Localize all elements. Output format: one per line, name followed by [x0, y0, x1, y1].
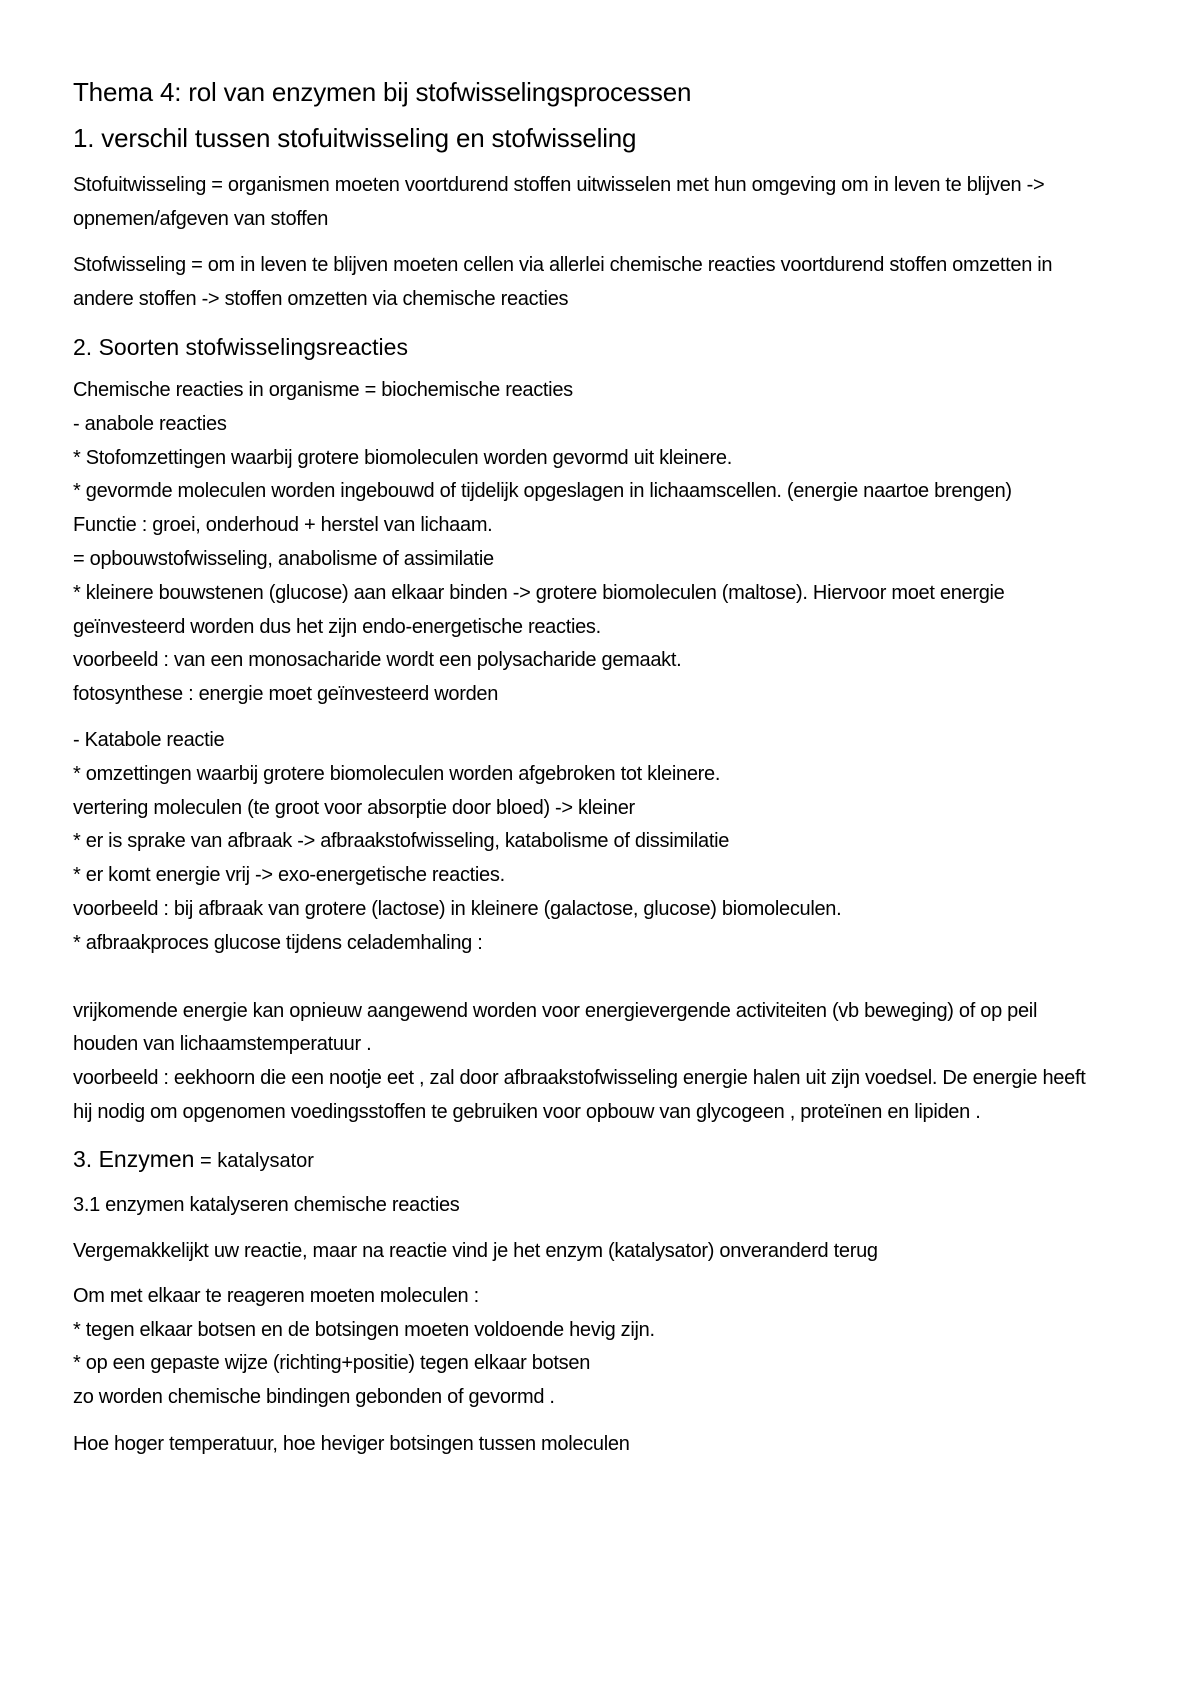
anabole-block — [73, 374, 1100, 712]
section-1-paragraph-stofwisseling: Stofwisseling = om in leven te blijven moeten cellen via allerlei chemische reacties voortdurend stoffen omzetten in andere stoffen -> stoffen omzetten via chemische reacties — [73, 254, 1053, 310]
text-line: - anabole reacties — [73, 412, 227, 435]
text-line: * Stofomzettingen waarbij grotere biomoleculen worden gevormd uit kleinere. — [73, 446, 732, 469]
katabole-block — [73, 724, 1100, 1130]
text-line: * er komt energie vrij -> exo-energetische reacties. — [73, 864, 505, 887]
section-3-1-heading: 3.1 enzymen katalyseren chemische reacties — [73, 1193, 460, 1216]
document-title: Thema 4: rol van enzymen bij stofwisselingsprocessen — [73, 77, 692, 107]
text-line: vertering moleculen (te groot voor absorptie door bloed) -> kleiner — [73, 796, 635, 819]
text-line: * afbraakproces glucose tijdens celademhaling : — [73, 931, 483, 954]
section-3-paragraph-temperatuur: Hoe hoger temperatuur, hoe heviger botsingen tussen moleculen — [73, 1432, 630, 1455]
botsen-block — [73, 1280, 1100, 1415]
section-1-paragraph-stofuitwisseling: Stofuitwisseling = organismen moeten voortdurend stoffen uitwisselen met hun omgeving om in leven te blijven -> opnemen/afgeven van stoffen — [73, 174, 1045, 230]
text-line: Functie : groei, onderhoud + herstel van lichaam. — [73, 514, 493, 537]
text-line: * kleinere bouwstenen (glucose) aan elkaar binden -> grotere biomoleculen (maltose). Hiervoor moet energie geïnvesteerd worden dus het zijn endo-energetische reacties. — [73, 581, 1005, 638]
text-line: * gevormde moleculen worden ingebouwd of tijdelijk opgeslagen in lichaamscellen. (energie naartoe brengen) — [73, 480, 1012, 503]
text-line: voorbeeld : eekhoorn die een nootje eet , zal door afbraakstofwisseling energie halen uit zijn voedsel. De energie heeft hij nodig om opgenomen voedingsstoffen te gebruiken voor opbouw van glycogeen , proteïnen en lipiden . — [73, 1067, 1086, 1123]
blank-line — [73, 961, 1100, 995]
text-line: * op een gepaste wijze (richting+positie) tegen elkaar botsen — [73, 1352, 591, 1375]
text-line: voorbeeld : bij afbraak van grotere (lactose) in kleinere (galactose, glucose) biomoleculen. — [73, 897, 842, 920]
section-3-heading-rest: = katalysator — [194, 1149, 314, 1172]
text-line: - Katabole reactie — [73, 728, 225, 751]
section-2-heading: 2. Soorten stofwisselingsreacties — [73, 334, 408, 360]
section-3-paragraph-katalysator: Vergemakkelijkt uw reactie, maar na reactie vind je het enzym (katalysator) onveranderd terug — [73, 1239, 878, 1262]
section-3-heading-main: 3. Enzymen — [73, 1145, 195, 1172]
text-line: = opbouwstofwisseling, anabolisme of assimilatie — [73, 547, 494, 570]
text-line: * tegen elkaar botsen en de botsingen moeten voldoende hevig zijn. — [73, 1318, 655, 1341]
section-3-heading — [73, 1142, 1100, 1178]
text-line: Om met elkaar te reageren moeten moleculen : — [73, 1284, 479, 1307]
text-line: voorbeeld : van een monosacharide wordt een polysacharide gemaakt. — [73, 649, 682, 672]
text-line: * er is sprake van afbraak -> afbraakstofwisseling, katabolisme of dissimilatie — [73, 830, 730, 853]
text-line: Chemische reacties in organisme = biochemische reacties — [73, 379, 573, 401]
text-line: fotosynthese : energie moet geïnvesteerd worden — [73, 683, 499, 706]
section-1-heading: 1. verschil tussen stofuitwisseling en stofwisseling — [73, 123, 637, 153]
text-line: * omzettingen waarbij grotere biomoleculen worden afgebroken tot kleinere. — [73, 762, 721, 785]
text-line: vrijkomende energie kan opnieuw aangewend worden voor energievergende activiteiten (vb beweging) of op peil houden van lichaamstemperatuur . — [73, 999, 1038, 1056]
text-line: zo worden chemische bindingen gebonden of gevormd . — [73, 1386, 555, 1409]
